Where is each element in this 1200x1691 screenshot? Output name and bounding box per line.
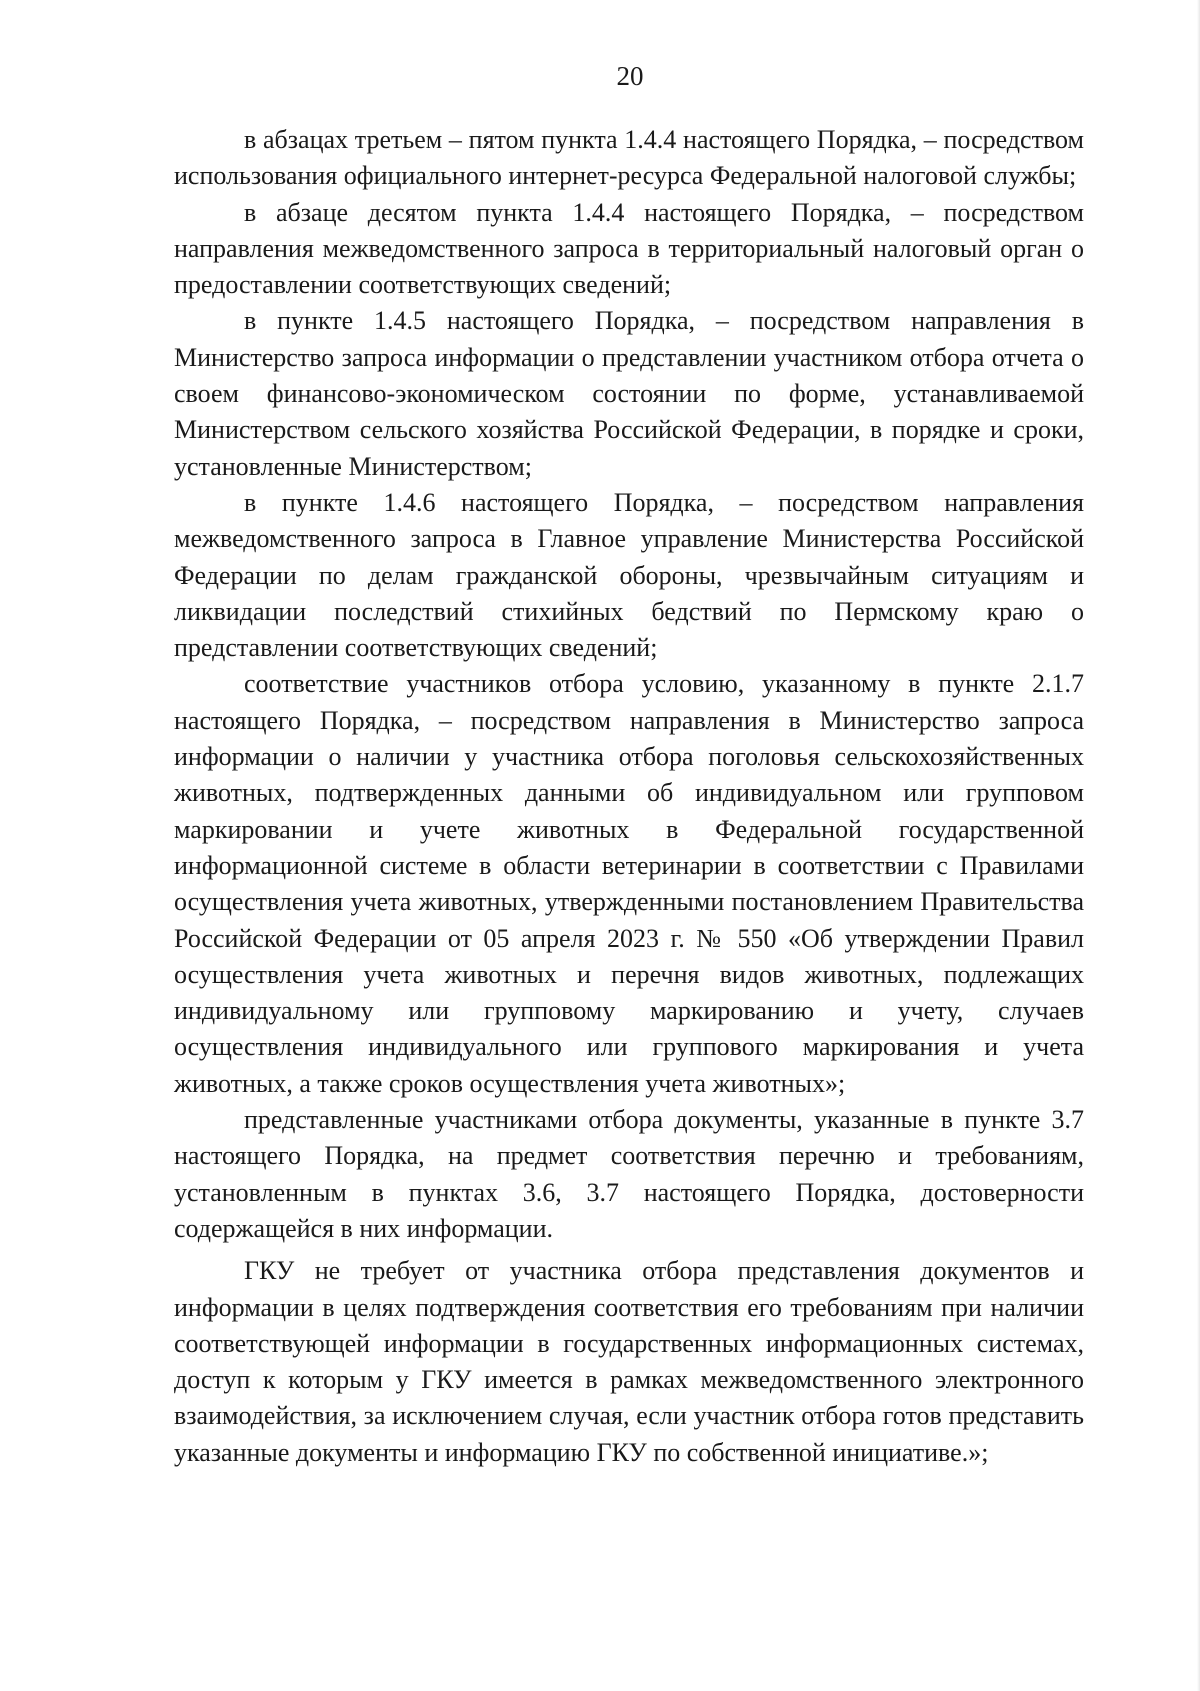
paragraph-6: представленные участниками отбора документы, указанные в пункте 3.7 настоящего Порядка, на предмет соответствия перечню и требованиям, установленным в пунктах 3.6, 3.7 настоящего Порядка, достоверности содержащейся в них информации.	[174, 1105, 1084, 1243]
page-number: 20	[616, 61, 644, 91]
paragraph-2: в абзаце десятом пункта 1.4.4 настоящего Порядка, – посредством направления межведомственного запроса в территориальный налоговый орган о предоставлении соответствующих сведений;	[174, 197, 1084, 300]
paragraph-3: в пункте 1.4.5 настоящего Порядка, – посредством направления в Министерство запроса информации о представлении участником отбора отчета о своем финансово-экономическом состоянии по форме, устанавливаемой Министерством сельского хозяйства Российской Федерации, в порядке и сроки, установленные Министерством;	[174, 306, 1084, 481]
paragraph-5: соответствие участников отбора условию, указанному в пункте 2.1.7 настоящего Порядка, – посредством направления в Министерство запроса информации о наличии у участника отбора поголовья сельскохозяйственных животных, подтвержденных данными об индивидуальном или групповом маркировании и учете животных в Федеральной государственной информационной системе в области ветеринарии в соответствии с Правилами осуществления учета животных, утвержденными постановлением Правительства Российской Федерации от 05 апреля 2023 г. № 550 «Об утверждении Правил осуществления учета животных и перечня видов животных, подлежащих индивидуальному или групповому маркированию и учету, случаев осуществления индивидуального или группового маркирования и учета животных, а также сроков осуществления учета животных»;	[174, 669, 1084, 1098]
paragraph-7: ГКУ не требует от участника отбора представления документов и информации в целях подтверждения соответствия его требованиям при наличии соответствующей информации в государственных информационных системах, доступ к которым у ГКУ имеется в рамках межведомственного электронного взаимодействия, за исключением случая, если участник отбора готов представить указанные документы и информацию ГКУ по собственной инициативе.»;	[174, 1256, 1084, 1467]
paragraph-4: в пункте 1.4.6 настоящего Порядка, – посредством направления межведомственного запроса в Главное управление Министерства Российской Федерации по делам гражданской обороны, чрезвычайным ситуациям и ликвидации последствий стихийных бедствий по Пермскому краю о представлении соответствующих сведений;	[174, 487, 1084, 663]
paragraph-1: в абзацах третьем – пятом пункта 1.4.4 настоящего Порядка, – посредством использования официального интернет-ресурса Федеральной налоговой службы;	[174, 125, 1084, 191]
document-body	[174, 122, 1084, 1471]
